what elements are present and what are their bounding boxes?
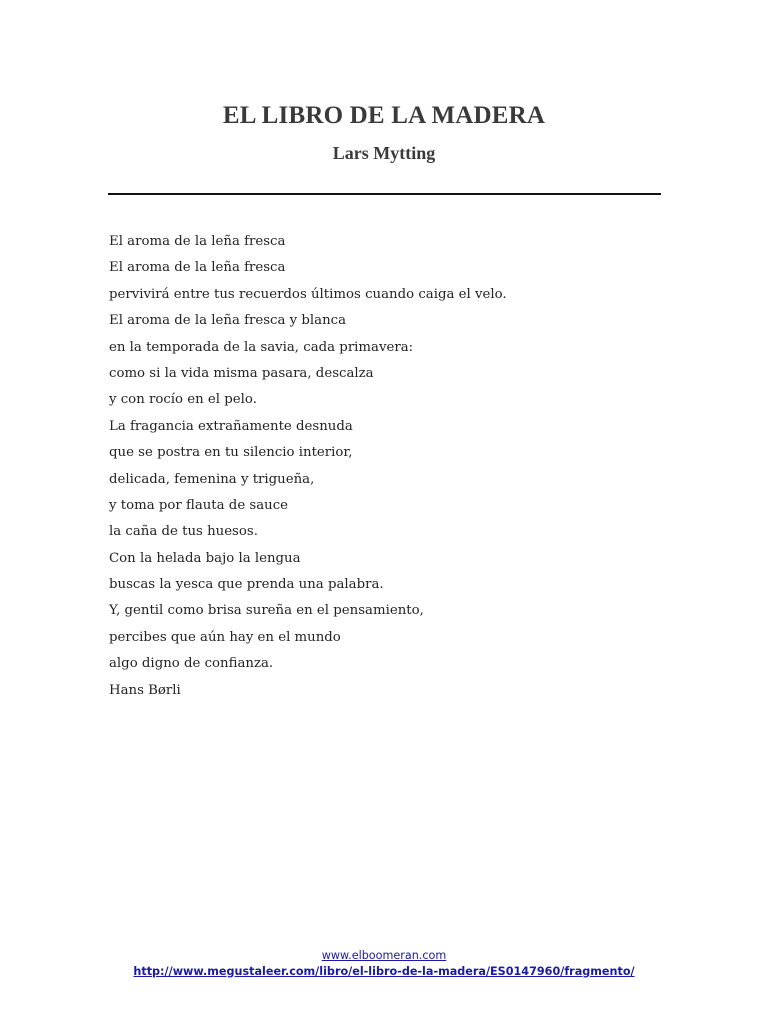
poem-line: El aroma de la leña fresca y blanca bbox=[109, 313, 347, 329]
poem-attribution: Hans Børli bbox=[109, 682, 181, 698]
poem-line: delicada, femenina y trigueña, bbox=[109, 471, 315, 487]
poem-line: percibes que aún hay en el mundo bbox=[109, 629, 341, 645]
poem-line: El aroma de la leña fresca bbox=[109, 260, 286, 276]
poem-line: en la temporada de la savia, cada primavera: bbox=[109, 339, 414, 355]
poem-text bbox=[109, 229, 507, 704]
elboomeran-link[interactable]: www.elboomeran.com bbox=[321, 949, 447, 962]
poem-line: Con la helada bajo la lengua bbox=[109, 550, 301, 566]
document-title: EL LIBRO DE LA MADERA bbox=[222, 102, 546, 129]
poem-line: Y, gentil como brisa sureña en el pensamiento, bbox=[109, 603, 424, 619]
poem-line: que se postra en tu silencio interior, bbox=[109, 445, 353, 461]
poem-line: como si la vida misma pasara, descalza bbox=[109, 365, 374, 381]
poem-line: El aroma de la leña fresca bbox=[109, 234, 286, 249]
poem-line: La fragancia extrañamente desnuda bbox=[109, 418, 353, 434]
footer-links bbox=[0, 948, 768, 979]
poem-line: algo digno de confianza. bbox=[109, 656, 274, 672]
megustaleer-link[interactable]: http://www.megustaleer.com/libro/el-libro-de-la-madera/ES0147960/fragmento/ bbox=[133, 964, 635, 978]
title-divider bbox=[108, 193, 661, 195]
poem-line: la caña de tus huesos. bbox=[109, 524, 258, 540]
poem-line: y con rocío en el pelo. bbox=[109, 392, 257, 408]
document-author: Lars Mytting bbox=[332, 143, 436, 163]
poem-line: buscas la yesca que prenda una palabra. bbox=[109, 577, 384, 593]
poem-line: pervivirá entre tus recuerdos últimos cuando caiga el velo. bbox=[109, 286, 507, 302]
poem-line: y toma por flauta de sauce bbox=[109, 497, 289, 513]
